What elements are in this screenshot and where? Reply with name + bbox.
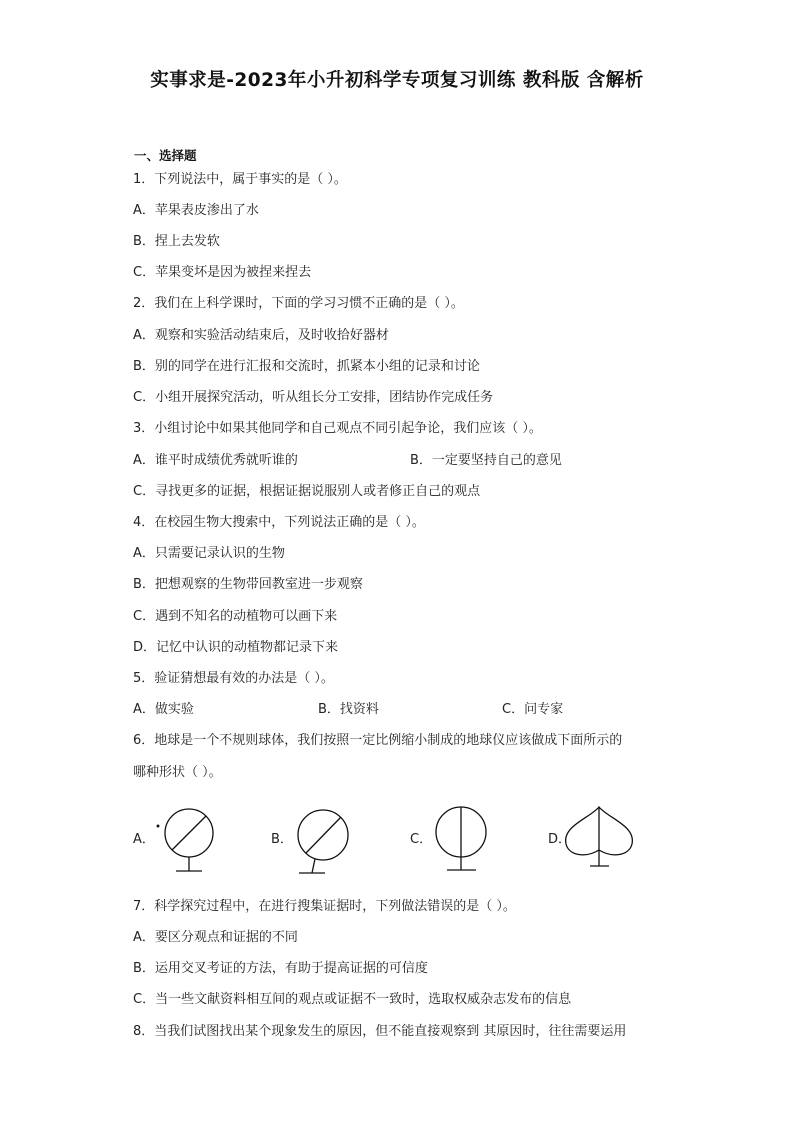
question-2-option-a: A．观察和实验活动结束后，及时收拾好器材: [133, 328, 389, 343]
question-3-option-c: C．寻找更多的证据，根据证据说服别人或者修正自己的观点: [133, 484, 481, 499]
globe-shape-a-icon: [157, 809, 213, 871]
question-7-option-a: A．要区分观点和证据的不同: [133, 930, 298, 945]
question-4-option-c: C．遇到不知名的动植物可以画下来: [133, 609, 338, 624]
question-8-stem: 8．当我们试图找出某个现象发生的原因，但不能直接观察到 其原因时，往往需要运用: [133, 1024, 627, 1039]
question-5-option-a: A．做实验: [133, 702, 194, 717]
question-7-option-b: B．运用交叉考证的方法，有助于提高证据的可信度: [133, 961, 428, 976]
question-5-option-b: B．找资料: [318, 702, 379, 717]
question-6-option-a: A．: [133, 832, 155, 847]
question-2-option-b: B．别的同学在进行汇报和交流时，抓紧本小组的记录和讨论: [133, 359, 480, 374]
globe-shape-b-icon: [298, 810, 348, 873]
globe-shape-d-icon: [566, 807, 633, 866]
question-6-stem-line-2: 哪种形状（ ）。: [133, 765, 222, 780]
question-5-option-c: C．问专家: [502, 702, 564, 717]
question-6-option-c: C．: [410, 832, 433, 847]
question-6-option-d: D．: [548, 832, 572, 847]
question-7-stem: 7．科学探究过程中，在进行搜集证据时，下列做法错误的是（ ）。: [133, 899, 516, 914]
question-7-option-c: C．当一些文献资料相互间的观点或证据不一致时，选取权威杂志发布的信息: [133, 992, 572, 1007]
globe-shapes-figure: [0, 804, 794, 880]
question-1-stem: 1．下列说法中，属于事实的是（ ）。: [133, 172, 347, 187]
question-3-option-a: A．谁平时成绩优秀就听谁的: [133, 453, 298, 468]
question-2-option-c: C．小组开展探究活动，听从组长分工安排，团结协作完成任务: [133, 390, 494, 405]
document-title: 实事求是-2023年小升初科学专项复习训练 教科版 含解析: [150, 70, 644, 91]
question-1-option-b: B．捏上去发软: [133, 234, 220, 249]
question-6-option-b: B．: [271, 832, 293, 847]
question-4-option-d: D．记忆中认识的动植物都记录下来: [133, 640, 339, 655]
question-6-stem-line-1: 6．地球是一个不规则球体，我们按照一定比例缩小制成的地球仪应该做成下面所示的: [133, 733, 623, 748]
question-5-stem: 5．验证猜想最有效的办法是（ ）。: [133, 671, 334, 686]
question-1-option-a: A．苹果表皮渗出了水: [133, 203, 259, 218]
question-4-stem: 4．在校园生物大搜索中，下列说法正确的是（ ）。: [133, 515, 425, 530]
question-4-option-a: A．只需要记录认识的生物: [133, 546, 285, 561]
question-3-stem: 3．小组讨论中如果其他同学和自己观点不同引起争论，我们应该（ ）。: [133, 421, 542, 436]
question-1-option-c: C．苹果变坏是因为被捏来捏去: [133, 265, 312, 280]
section-heading: 一、选择题: [134, 148, 197, 163]
globe-shape-c-icon: [436, 807, 486, 870]
question-3-option-b: B．一定要坚持自己的意见: [410, 453, 562, 468]
question-4-option-b: B．把想观察的生物带回教室进一步观察: [133, 577, 363, 592]
question-2-stem: 2．我们在上科学课时，下面的学习习惯不正确的是（ ）。: [133, 296, 464, 311]
